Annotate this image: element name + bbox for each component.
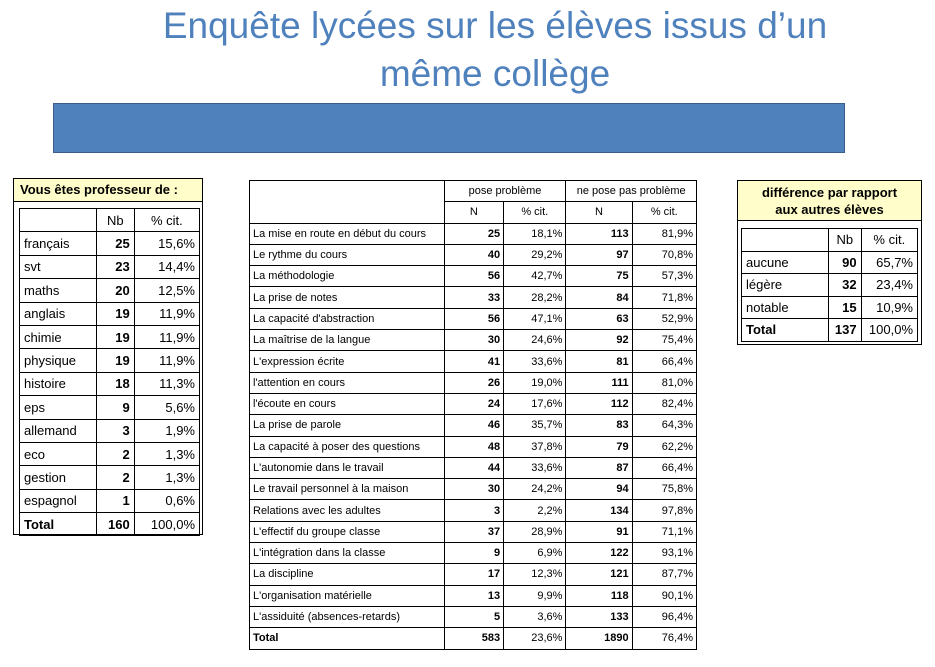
subject-percent: 11,9%: [134, 302, 199, 325]
empty-cell: [250, 181, 445, 224]
criterion-label: La méthodologie: [250, 266, 445, 287]
subject-label: allemand: [20, 419, 97, 442]
problem-percent: 12,3%: [504, 564, 566, 585]
problem-percent: 35,7%: [504, 415, 566, 436]
no-problem-count: 94: [566, 479, 632, 500]
subject-label: eco: [20, 442, 97, 465]
total-row: [250, 628, 697, 649]
no-problem-percent: 62,2%: [632, 436, 696, 457]
no-problem-count: 92: [566, 330, 632, 351]
subject-count: 23: [97, 255, 135, 278]
no-problem-percent: 87,7%: [632, 564, 696, 585]
problem-count: 17: [444, 564, 504, 585]
subject-percent: 11,9%: [134, 349, 199, 372]
total-problem-count: 583: [444, 628, 504, 649]
no-problem-count: 134: [566, 500, 632, 521]
table-row: [20, 302, 200, 325]
title-banner: [53, 103, 845, 153]
no-problem-count: 97: [566, 244, 632, 265]
table-row: [250, 266, 697, 287]
empty-cell: [742, 229, 829, 252]
subject-count: 18: [97, 372, 135, 395]
table-row: [20, 396, 200, 419]
no-problem-percent: 96,4%: [632, 606, 696, 627]
problem-percent: 37,8%: [504, 436, 566, 457]
criterion-label: L'assiduité (absences-retards): [250, 606, 445, 627]
criterion-label: La capacité à poser des questions: [250, 436, 445, 457]
total-label: Total: [250, 628, 445, 649]
criterion-label: La discipline: [250, 564, 445, 585]
total-row: [20, 513, 200, 536]
problem-count: 40: [444, 244, 504, 265]
total-no-problem-count: 1890: [566, 628, 632, 649]
sub-header-n2: N: [566, 202, 632, 223]
subject-label: gestion: [20, 466, 97, 489]
criterion-label: L'organisation matérielle: [250, 585, 445, 606]
no-problem-count: 84: [566, 287, 632, 308]
table-row: [250, 223, 697, 244]
sub-header-p2: % cit.: [632, 202, 696, 223]
subject-percent: 0,6%: [134, 489, 199, 512]
table-row: [742, 296, 918, 319]
table-row: [20, 489, 200, 512]
table-row: [250, 372, 697, 393]
teacher-subject-heading: Vous êtes professeur de :: [14, 179, 202, 202]
slide-title-line2: même collège: [379, 53, 611, 94]
table-row: [742, 274, 918, 297]
table-row: [250, 500, 697, 521]
subject-label: maths: [20, 279, 97, 302]
subject-count: 9: [97, 396, 135, 419]
no-problem-percent: 93,1%: [632, 543, 696, 564]
total-problem-percent: 23,6%: [504, 628, 566, 649]
no-problem-count: 133: [566, 606, 632, 627]
table-row: [20, 419, 200, 442]
table-row: [250, 308, 697, 329]
problem-count: 30: [444, 330, 504, 351]
no-problem-count: 87: [566, 457, 632, 478]
subject-count: 3: [97, 419, 135, 442]
subject-label: chimie: [20, 325, 97, 348]
table-row: [20, 279, 200, 302]
group-header-ne-pose-pas: ne pose pas problème: [566, 181, 697, 202]
subject-count: 2: [97, 442, 135, 465]
problem-percent: 6,9%: [504, 543, 566, 564]
difference-count: 32: [829, 274, 862, 297]
column-header-pct: % cit.: [134, 209, 199, 232]
problem-count: 24: [444, 393, 504, 414]
no-problem-percent: 75,8%: [632, 479, 696, 500]
group-header-pose: pose problème: [444, 181, 566, 202]
table-row: [250, 606, 697, 627]
problem-percent: 28,9%: [504, 521, 566, 542]
problem-percent: 19,0%: [504, 372, 566, 393]
subject-count: 20: [97, 279, 135, 302]
problem-count: 30: [444, 479, 504, 500]
subject-percent: 12,5%: [134, 279, 199, 302]
table-row: [250, 287, 697, 308]
subject-percent: 5,6%: [134, 396, 199, 419]
total-no-problem-percent: 76,4%: [632, 628, 696, 649]
problem-percent: 33,6%: [504, 351, 566, 372]
total-percent: 100,0%: [134, 513, 199, 536]
no-problem-percent: 97,8%: [632, 500, 696, 521]
no-problem-count: 79: [566, 436, 632, 457]
difference-percent: 10,9%: [861, 296, 917, 319]
table-row: [250, 436, 697, 457]
table-row: [20, 466, 200, 489]
total-count: 160: [97, 513, 135, 536]
criterion-label: La prise de parole: [250, 415, 445, 436]
column-header-pct: % cit.: [861, 229, 917, 252]
no-problem-count: 112: [566, 393, 632, 414]
difference-count: 90: [829, 251, 862, 274]
problem-count: 33: [444, 287, 504, 308]
criterion-label: Le rythme du cours: [250, 244, 445, 265]
subject-percent: 1,9%: [134, 419, 199, 442]
table-row: [250, 330, 697, 351]
table-row: [20, 325, 200, 348]
no-problem-percent: 81,0%: [632, 372, 696, 393]
table-header-row: [742, 229, 918, 252]
difference-heading: [738, 181, 921, 221]
criterion-label: L'autonomie dans le travail: [250, 457, 445, 478]
problem-count: 13: [444, 585, 504, 606]
table-header-row: [20, 209, 200, 232]
table-row: [250, 585, 697, 606]
no-problem-percent: 57,3%: [632, 266, 696, 287]
total-count: 137: [829, 319, 862, 342]
slide-title: [60, 2, 930, 98]
subject-count: 25: [97, 232, 135, 255]
subject-label: espagnol: [20, 489, 97, 512]
no-problem-count: 83: [566, 415, 632, 436]
subject-percent: 11,9%: [134, 325, 199, 348]
problem-count: 56: [444, 308, 504, 329]
criterion-label: La prise de notes: [250, 287, 445, 308]
table-row: [20, 372, 200, 395]
no-problem-count: 81: [566, 351, 632, 372]
no-problem-count: 122: [566, 543, 632, 564]
problem-count: 9: [444, 543, 504, 564]
problem-count: 5: [444, 606, 504, 627]
difference-label: notable: [742, 296, 829, 319]
table-row: [250, 393, 697, 414]
problem-percent: 33,6%: [504, 457, 566, 478]
total-label: Total: [742, 319, 829, 342]
difference-count: 15: [829, 296, 862, 319]
column-header-nb: Nb: [829, 229, 862, 252]
slide-title-line1: Enquête lycées sur les élèves issus d’un: [162, 5, 828, 46]
problem-percent: 17,6%: [504, 393, 566, 414]
subject-percent: 14,4%: [134, 255, 199, 278]
subject-label: français: [20, 232, 97, 255]
difference-heading-line1: différence par rapport: [761, 185, 898, 200]
difference-heading-line2: aux autres élèves: [775, 202, 884, 217]
subject-percent: 1,3%: [134, 466, 199, 489]
table-row: [20, 349, 200, 372]
problem-percent: 24,2%: [504, 479, 566, 500]
table-row: [742, 251, 918, 274]
difference-label: aucune: [742, 251, 829, 274]
no-problem-percent: 81,9%: [632, 223, 696, 244]
no-problem-count: 111: [566, 372, 632, 393]
subject-label: anglais: [20, 302, 97, 325]
no-problem-count: 121: [566, 564, 632, 585]
no-problem-percent: 71,8%: [632, 287, 696, 308]
problem-count: 48: [444, 436, 504, 457]
table-row: [250, 457, 697, 478]
no-problem-count: 75: [566, 266, 632, 287]
total-percent: 100,0%: [861, 319, 917, 342]
criterion-label: l'écoute en cours: [250, 393, 445, 414]
problem-count: 41: [444, 351, 504, 372]
criterion-label: Relations avec les adultes: [250, 500, 445, 521]
problem-percent: 18,1%: [504, 223, 566, 244]
criterion-label: L'expression écrite: [250, 351, 445, 372]
empty-cell: [20, 209, 97, 232]
subject-label: svt: [20, 255, 97, 278]
problem-count: 56: [444, 266, 504, 287]
no-problem-percent: 82,4%: [632, 393, 696, 414]
problems-table: [249, 180, 697, 650]
table-row: [250, 244, 697, 265]
table-row: [250, 479, 697, 500]
table-row: [250, 351, 697, 372]
problem-percent: 29,2%: [504, 244, 566, 265]
problem-count: 46: [444, 415, 504, 436]
problem-percent: 24,6%: [504, 330, 566, 351]
no-problem-percent: 64,3%: [632, 415, 696, 436]
no-problem-count: 91: [566, 521, 632, 542]
criterion-label: Le travail personnel à la maison: [250, 479, 445, 500]
criterion-label: La capacité d'abstraction: [250, 308, 445, 329]
no-problem-percent: 70,8%: [632, 244, 696, 265]
subject-percent: 1,3%: [134, 442, 199, 465]
no-problem-percent: 52,9%: [632, 308, 696, 329]
problem-count: 37: [444, 521, 504, 542]
column-header-nb: Nb: [97, 209, 135, 232]
problem-count: 3: [444, 500, 504, 521]
no-problem-count: 113: [566, 223, 632, 244]
problem-count: 44: [444, 457, 504, 478]
table-row: [250, 543, 697, 564]
problem-percent: 2,2%: [504, 500, 566, 521]
total-row: [742, 319, 918, 342]
criterion-label: l'attention en cours: [250, 372, 445, 393]
criterion-label: La maîtrise de la langue: [250, 330, 445, 351]
no-problem-percent: 66,4%: [632, 457, 696, 478]
subject-count: 1: [97, 489, 135, 512]
teacher-subject-table: [13, 178, 203, 535]
no-problem-percent: 75,4%: [632, 330, 696, 351]
problem-percent: 3,6%: [504, 606, 566, 627]
no-problem-percent: 71,1%: [632, 521, 696, 542]
table-row: [20, 232, 200, 255]
subject-label: eps: [20, 396, 97, 419]
problem-percent: 42,7%: [504, 266, 566, 287]
criterion-label: L'effectif du groupe classe: [250, 521, 445, 542]
subject-count: 19: [97, 302, 135, 325]
sub-header-p1: % cit.: [504, 202, 566, 223]
no-problem-count: 63: [566, 308, 632, 329]
difference-grid: [741, 228, 918, 342]
total-label: Total: [20, 513, 97, 536]
no-problem-percent: 90,1%: [632, 585, 696, 606]
no-problem-count: 118: [566, 585, 632, 606]
problem-count: 26: [444, 372, 504, 393]
subject-percent: 15,6%: [134, 232, 199, 255]
problem-percent: 47,1%: [504, 308, 566, 329]
subject-label: histoire: [20, 372, 97, 395]
table-row: [250, 521, 697, 542]
sub-header-n1: N: [444, 202, 504, 223]
difference-label: légère: [742, 274, 829, 297]
subject-count: 19: [97, 349, 135, 372]
subject-label: physique: [20, 349, 97, 372]
subject-count: 2: [97, 466, 135, 489]
table-row: [20, 255, 200, 278]
difference-table: [737, 180, 922, 345]
problem-percent: 9,9%: [504, 585, 566, 606]
problem-count: 25: [444, 223, 504, 244]
difference-percent: 65,7%: [861, 251, 917, 274]
teacher-subject-grid: [19, 208, 200, 536]
subject-percent: 11,3%: [134, 372, 199, 395]
subject-count: 19: [97, 325, 135, 348]
group-header-row: [250, 181, 697, 202]
criterion-label: La mise en route en début du cours: [250, 223, 445, 244]
difference-percent: 23,4%: [861, 274, 917, 297]
problem-percent: 28,2%: [504, 287, 566, 308]
table-row: [250, 415, 697, 436]
no-problem-percent: 66,4%: [632, 351, 696, 372]
table-row: [250, 564, 697, 585]
criterion-label: L'intégration dans la classe: [250, 543, 445, 564]
table-row: [20, 442, 200, 465]
